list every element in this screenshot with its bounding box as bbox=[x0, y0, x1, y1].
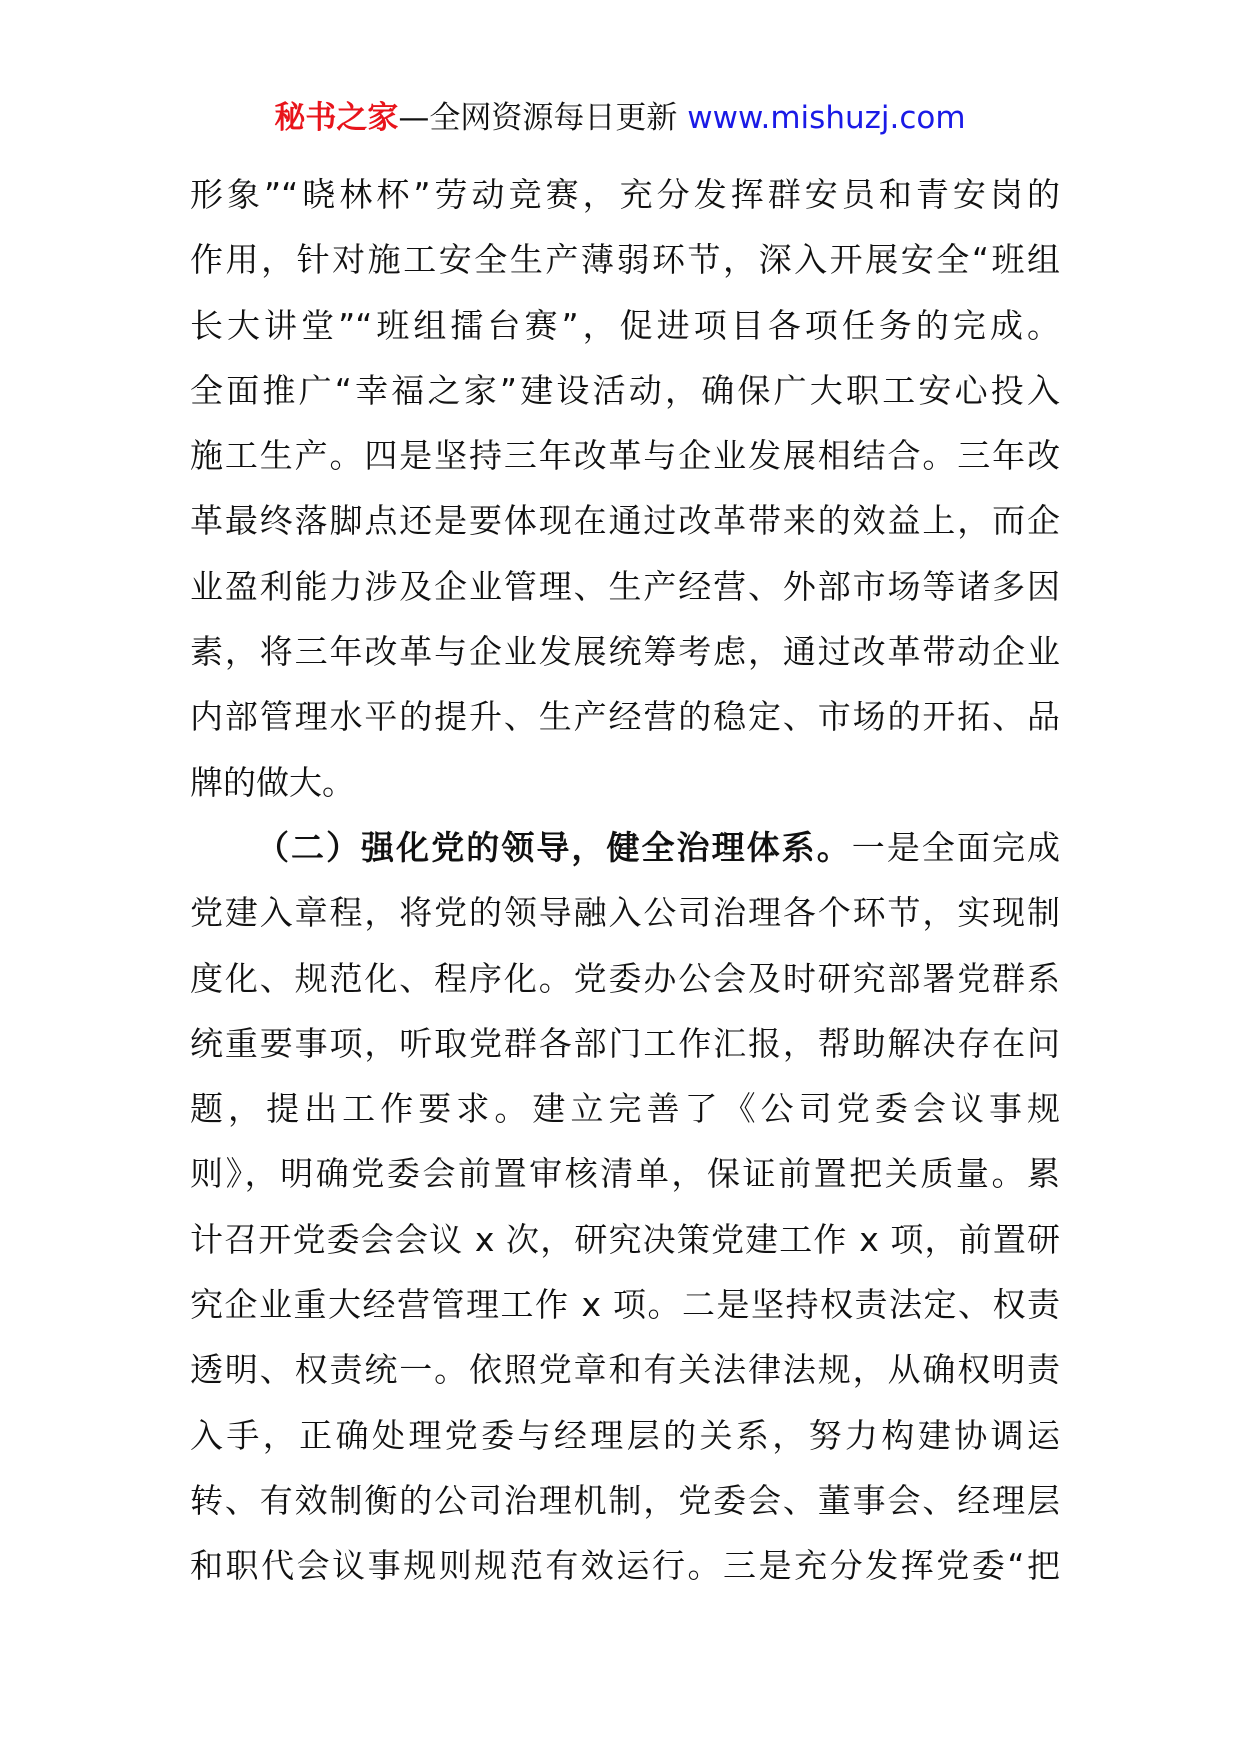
text-line: 素，将三年改革与企业发展统筹考虑，通过改革带动企业 bbox=[190, 632, 1060, 672]
text-line: 统重要事项，听取党群各部门工作汇报，帮助解决存在问 bbox=[190, 1023, 1060, 1063]
text-line: 透明、权责统一。依照党章和有关法律法规，从确权明责 bbox=[190, 1350, 1060, 1390]
text-line: 计召开党委会会议 x 次，研究决策党建工作 x 项，前置研 bbox=[190, 1219, 1060, 1259]
text-line: 度化、规范化、程序化。党委办公会及时研究部署党群系 bbox=[190, 958, 1060, 998]
document-body bbox=[190, 162, 1060, 1599]
text-line: 全面推广“幸福之家”建设活动，确保广大职工安心投入 bbox=[190, 370, 1060, 410]
text-line: 业盈利能力涉及企业管理、生产经营、外部市场等诸多因 bbox=[190, 566, 1060, 606]
section-heading-line bbox=[190, 815, 1060, 880]
text-line: 和职代会议事规则规范有效运行。三是充分发挥党委“把 bbox=[190, 1546, 1060, 1586]
text-line: 究企业重大经营管理工作 x 项。二是坚持权责法定、权责 bbox=[190, 1285, 1060, 1325]
text-line: 作用，针对施工安全生产薄弱环节，深入开展安全“班组 bbox=[190, 240, 1060, 280]
brand-name: 秘书之家 bbox=[274, 100, 399, 136]
text-line: 牌的做大。 bbox=[190, 762, 355, 802]
text-line: 则》，明确党委会前置审核清单，保证前置把关质量。累 bbox=[190, 1154, 1060, 1194]
text-line: 党建入章程，将党的领导融入公司治理各个环节，实现制 bbox=[190, 893, 1060, 933]
page-header bbox=[0, 96, 1240, 140]
header-slogan: —全网资源每日更新 bbox=[398, 100, 688, 136]
site-url-link[interactable]: www.mishuzj.com bbox=[687, 100, 966, 136]
text-line: 题，提出工作要求。建立完善了《公司党委会议事规 bbox=[190, 1089, 1060, 1129]
text-line: 革最终落脚点还是要体现在通过改革带来的效益上，而企 bbox=[190, 501, 1060, 541]
text-line: 入手，正确处理党委与经理层的关系，努力构建协调运 bbox=[190, 1415, 1060, 1455]
text-line: 施工生产。四是坚持三年改革与企业发展相结合。三年改 bbox=[190, 436, 1060, 476]
section-heading: （二）强化党的领导，健全治理体系。 bbox=[256, 827, 852, 867]
text-line: 形象”“晓林杯”劳动竞赛，充分发挥群安员和青安岗的 bbox=[190, 175, 1060, 214]
text-line: 内部管理水平的提升、生产经营的稳定、市场的开拓、品 bbox=[190, 697, 1060, 737]
text-line: 转、有效制衡的公司治理机制，党委会、董事会、经理层 bbox=[190, 1480, 1060, 1520]
section-heading-continuation: 一是全面完成 bbox=[851, 827, 1061, 867]
text-line: 长大讲堂”“班组擂台赛”，促进项目各项任务的完成。 bbox=[190, 305, 1060, 345]
